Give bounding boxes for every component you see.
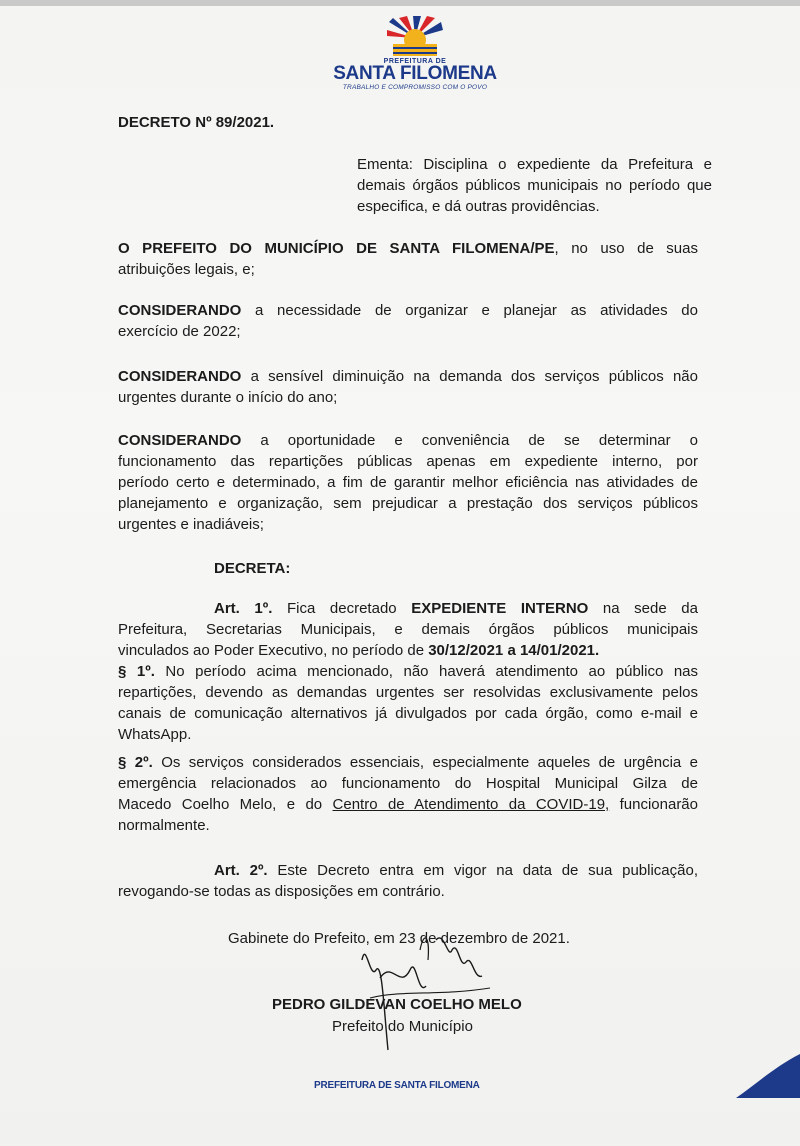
signatory-name: PEDRO GILDEVAN COELHO MELO — [272, 996, 522, 1013]
covid-center-underlined: Centro de Atendimento da COVID-19, — [332, 796, 610, 813]
decreta-heading: DECRETA: — [214, 560, 291, 577]
paragraph-text: canais de comunicação alternativos já divulgados por cada órgão, como e-mail e — [118, 705, 698, 722]
paragraph-text: normalmente. — [118, 817, 210, 834]
article-emphasis: EXPEDIENTE INTERNO — [411, 600, 589, 617]
ementa-text: Ementa: Disciplina o expediente da Prefeitura e demais órgãos públicos municipais no período que especifica, e dá outras providências. — [357, 156, 712, 215]
paragraph-text: repartições, devendo as demandas urgentes ser resolvidas exclusivamente pelos — [118, 684, 698, 701]
article-text: na sede da — [588, 600, 698, 617]
considerando-text: urgentes durante o início do ano; — [118, 389, 338, 406]
place-and-date: Gabinete do Prefeito, em 23 de dezembro de 2021. — [228, 930, 570, 947]
considerando-text: a sensível diminuição na demanda dos serviços públicos não — [241, 368, 698, 385]
paragraph-text: Macedo Coelho Melo, e do — [118, 796, 333, 813]
considerando-label: CONSIDERANDO — [118, 368, 242, 385]
paragraph-label: § 1º. — [118, 663, 155, 680]
considerando-text: urgentes e inadiáveis; — [118, 516, 264, 533]
paragraph-text: emergência relacionados ao funcionamento do Hospital Municipal Gilza de — [118, 775, 698, 792]
considerando-label: CONSIDERANDO — [118, 432, 242, 449]
article-text: Este Decreto entra em vigor na data de sua publicação, — [267, 862, 698, 879]
decree-title: DECRETO Nº 89/2021. — [118, 114, 275, 131]
considerando-2 — [118, 366, 698, 408]
considerando-text: funcionamento das repartições públicas apenas em expediente interno, por — [118, 453, 698, 470]
paragraph-1 — [118, 661, 698, 745]
municipality-logo — [330, 16, 500, 106]
article-2 — [118, 860, 698, 902]
article-period: 30/12/2021 a 14/01/2021. — [428, 642, 600, 659]
article-label: Art. 1º. — [214, 600, 273, 617]
considerando-text: a necessidade de organizar e planejar as atividades do — [241, 302, 698, 319]
considerando-text: a oportunidade e conveniência de se determinar o — [241, 432, 698, 449]
paragraph-text: funcionarão — [609, 796, 698, 813]
article-text: revogando-se todas as disposições em contrário. — [118, 883, 445, 900]
preamble-bold: O PREFEITO DO MUNICÍPIO DE SANTA FILOMENA/PE — [118, 240, 555, 257]
footer-org: PREFEITURA DE SANTA FILOMENA — [314, 1080, 480, 1091]
considerando-text: período certo e determinado, a fim de garantir melhor eficiência nas atividades de — [118, 474, 698, 491]
sun-flag-emblem-icon — [385, 16, 445, 58]
considerando-text: exercício de 2022; — [118, 323, 241, 340]
considerando-label: CONSIDERANDO — [118, 302, 242, 319]
considerando-text: planejamento e organização, sem prejudicar a prestação dos serviços públicos — [118, 495, 698, 512]
article-1 — [118, 598, 698, 661]
article-text: Prefeitura, Secretarias Municipais, e demais órgãos públicos municipais — [118, 621, 698, 638]
logo-name: SANTA FILOMENA — [333, 63, 497, 84]
paragraph-label: § 2º. — [118, 754, 153, 771]
article-text: Fica decretado — [272, 600, 412, 617]
paragraph-text: WhatsApp. — [118, 726, 192, 743]
paragraph-text: No período acima mencionado, não haverá atendimento ao público nas — [154, 663, 699, 680]
preamble — [118, 238, 698, 280]
considerando-3 — [118, 430, 698, 535]
signatory-role: Prefeito do Município — [332, 1018, 473, 1035]
logo-slogan: TRABALHO E COMPROMISSO COM O POVO — [342, 84, 488, 91]
paragraph-text: Os serviços considerados essenciais, especialmente aqueles de urgência e — [152, 754, 699, 771]
considerando-1 — [118, 300, 698, 342]
paragraph-2 — [118, 752, 698, 836]
ementa-summary — [357, 154, 712, 217]
corner-decoration-icon — [736, 1054, 800, 1098]
scan-top-edge — [0, 0, 800, 6]
preamble-line2: atribuições legais, e; — [118, 261, 255, 278]
article-text: vinculados ao Poder Executivo, no período de — [118, 642, 429, 659]
logo-org-line: PREFEITURA DE — [383, 58, 447, 65]
preamble-rest: , no uso de suas — [554, 240, 698, 257]
article-label: Art. 2º. — [214, 862, 268, 879]
